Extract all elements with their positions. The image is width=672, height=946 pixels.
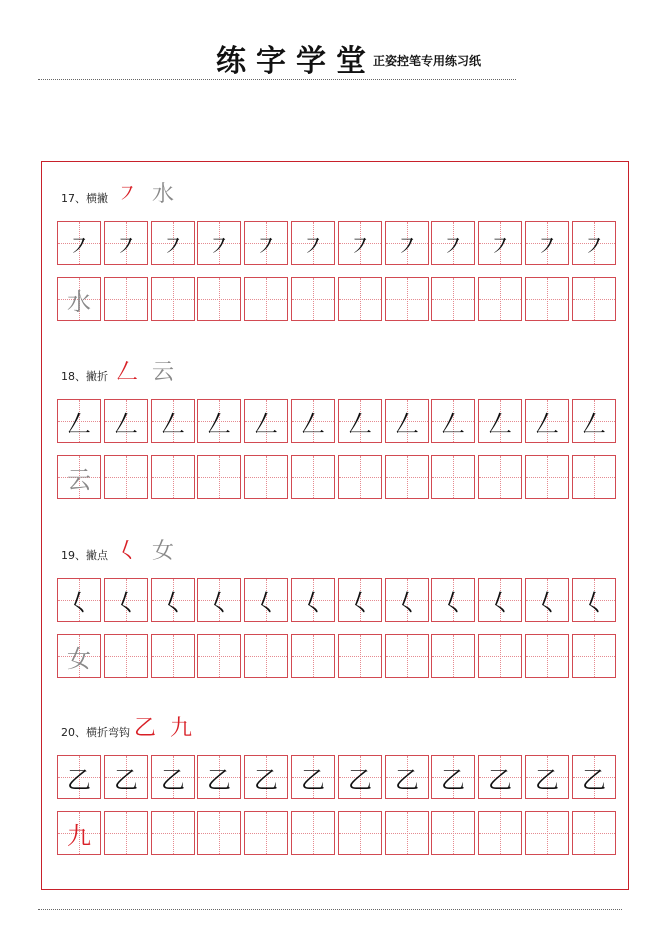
stroke-glyph: 乙 [114,765,138,794]
stroke-glyph: 𠃋 [301,409,325,438]
section-label: 20、横折弯钩 [61,726,130,739]
practice-cell[interactable] [478,277,522,321]
footer-divider [38,909,622,910]
header-divider [38,79,516,80]
practice-cell[interactable] [104,811,148,855]
practice-cell[interactable] [431,455,475,499]
practice-cell[interactable] [57,455,101,499]
practice-cell[interactable] [431,578,475,622]
practice-cell[interactable] [525,634,569,678]
stroke-glyph: ㇇ [114,231,138,260]
character-practice-row [57,277,616,322]
practice-cell[interactable] [151,221,195,265]
practice-cell[interactable] [385,277,429,321]
stroke-glyph: 𠃋 [348,409,372,438]
stroke-glyph: 𡿨 [535,588,559,617]
stroke-glyph: 乙 [161,765,185,794]
practice-cell[interactable] [291,277,335,321]
practice-cell[interactable] [338,634,382,678]
practice-cell[interactable] [57,578,101,622]
practice-cell[interactable] [478,221,522,265]
practice-cell[interactable] [431,811,475,855]
practice-cell[interactable] [244,634,288,678]
practice-cell[interactable] [197,455,241,499]
stroke-practice-row [57,578,616,623]
practice-cell[interactable] [57,811,101,855]
stroke-glyph: 乙 [67,765,91,794]
practice-cell[interactable] [104,221,148,265]
stroke-glyph: 乙 [395,765,419,794]
practice-cell[interactable] [525,455,569,499]
practice-cell[interactable] [57,399,101,443]
practice-cell[interactable] [244,755,288,799]
stroke-glyph: 𡿨 [161,588,185,617]
stroke-glyph: 𠃋 [395,409,419,438]
stroke-glyph: 𡿨 [67,588,91,617]
stroke-glyph: ㇇ [441,231,465,260]
practice-cell[interactable] [151,399,195,443]
practice-cell[interactable] [572,399,616,443]
character-practice-row [57,811,616,856]
practice-cell[interactable] [572,221,616,265]
stroke-glyph: 𡿨 [254,588,278,617]
practice-cell[interactable] [431,634,475,678]
practice-cell[interactable] [338,221,382,265]
practice-cell[interactable] [525,221,569,265]
practice-cell[interactable] [572,634,616,678]
practice-cell[interactable] [291,455,335,499]
stroke-glyph: ㇇ [67,231,91,260]
practice-cell[interactable] [338,399,382,443]
stroke-glyph: 乙 [488,765,512,794]
practice-cell[interactable] [197,755,241,799]
practice-cell[interactable] [104,578,148,622]
stroke-glyph: 乙 [301,765,325,794]
stroke-glyph: 乙 [441,765,465,794]
brand-title: 练字学堂 [216,44,376,79]
trace-character: 云 [67,465,91,494]
practice-cell[interactable] [572,811,616,855]
stroke-glyph: 𠃋 [582,409,606,438]
stroke-practice-row [57,755,616,800]
stroke-glyph: ㇇ [207,231,231,260]
stroke-practice-row [57,399,616,444]
example-character: 女 [152,539,175,564]
practice-cell[interactable] [385,455,429,499]
practice-cell[interactable] [431,277,475,321]
example-character: 云 [152,360,175,385]
practice-cell[interactable] [291,811,335,855]
section-label: 18、撇折 [61,370,108,383]
practice-cell[interactable] [431,755,475,799]
stroke-glyph: 𠃋 [254,409,278,438]
practice-cell[interactable] [291,755,335,799]
practice-cell[interactable] [244,578,288,622]
practice-cell[interactable] [244,221,288,265]
practice-cell[interactable] [151,755,195,799]
section-label: 17、横撇 [61,192,108,205]
practice-cell[interactable] [104,755,148,799]
example-character: 九 [170,716,193,741]
page-header [0,0,672,90]
practice-cell[interactable] [338,277,382,321]
stroke-sample: 𡿨 [116,539,139,564]
stroke-glyph: 𠃋 [207,409,231,438]
practice-cell[interactable] [385,221,429,265]
stroke-glyph: 𡿨 [488,588,512,617]
practice-cell[interactable] [431,221,475,265]
practice-cell[interactable] [244,399,288,443]
trace-character: 水 [67,287,91,316]
stroke-glyph: ㇇ [161,231,185,260]
practice-cell[interactable] [431,399,475,443]
practice-cell[interactable] [385,578,429,622]
practice-cell[interactable] [104,277,148,321]
stroke-glyph: ㇇ [488,231,512,260]
stroke-glyph: 𡿨 [348,588,372,617]
stroke-glyph: 乙 [254,765,278,794]
practice-cell[interactable] [478,455,522,499]
practice-cell[interactable] [525,578,569,622]
stroke-glyph: 𡿨 [114,588,138,617]
stroke-glyph: 𠃋 [535,409,559,438]
practice-cell[interactable] [57,221,101,265]
practice-cell[interactable] [57,755,101,799]
stroke-glyph: 𠃋 [67,409,91,438]
practice-cell[interactable] [572,455,616,499]
stroke-glyph: ㇇ [535,231,559,260]
practice-cell[interactable] [151,811,195,855]
practice-cell[interactable] [57,277,101,321]
stroke-glyph: 乙 [582,765,606,794]
stroke-glyph: 乙 [535,765,559,794]
stroke-sample: ㇇ [116,182,139,207]
stroke-glyph: 𡿨 [207,588,231,617]
stroke-glyph: 𠃋 [488,409,512,438]
stroke-glyph: 𡿨 [395,588,419,617]
character-practice-row [57,634,616,679]
stroke-glyph: 𡿨 [301,588,325,617]
practice-cell[interactable] [57,634,101,678]
section-label: 19、撇点 [61,549,108,562]
practice-cell[interactable] [385,634,429,678]
brand-subtitle: 正姿控笔专用练习纸 [373,54,482,68]
practice-cell[interactable] [385,811,429,855]
practice-cell[interactable] [197,811,241,855]
practice-cell[interactable] [291,634,335,678]
practice-cell[interactable] [338,455,382,499]
practice-cell[interactable] [244,811,288,855]
practice-cell[interactable] [151,634,195,678]
practice-cell[interactable] [104,399,148,443]
practice-cell[interactable] [478,811,522,855]
practice-cell[interactable] [478,399,522,443]
example-character: 水 [152,182,175,207]
practice-cell[interactable] [478,634,522,678]
practice-cell[interactable] [151,277,195,321]
trace-character: 九 [67,821,91,850]
stroke-glyph: 𠃋 [441,409,465,438]
stroke-glyph: 𠃋 [161,409,185,438]
practice-cell[interactable] [525,755,569,799]
practice-cell[interactable] [244,455,288,499]
practice-cell[interactable] [525,399,569,443]
practice-cell[interactable] [572,578,616,622]
practice-cell[interactable] [385,755,429,799]
practice-cell[interactable] [525,811,569,855]
practice-cell[interactable] [338,755,382,799]
practice-cell[interactable] [385,399,429,443]
practice-cell[interactable] [291,221,335,265]
practice-cell[interactable] [104,455,148,499]
practice-cell[interactable] [572,755,616,799]
stroke-glyph: 𡿨 [441,588,465,617]
stroke-glyph: ㇇ [582,231,606,260]
stroke-practice-row [57,221,616,266]
practice-cell[interactable] [478,755,522,799]
trace-character: 女 [67,644,91,673]
practice-cell[interactable] [478,578,522,622]
practice-cell[interactable] [291,578,335,622]
stroke-glyph: 乙 [207,765,231,794]
practice-cell[interactable] [338,578,382,622]
practice-cell[interactable] [151,455,195,499]
stroke-sample: 乙 [134,716,157,741]
stroke-glyph: 乙 [348,765,372,794]
practice-cell[interactable] [104,634,148,678]
stroke-glyph: 𡿨 [582,588,606,617]
practice-cell[interactable] [197,634,241,678]
stroke-glyph: ㇇ [395,231,419,260]
practice-cell[interactable] [197,578,241,622]
stroke-glyph: 𠃋 [114,409,138,438]
character-practice-row [57,455,616,500]
practice-cell[interactable] [151,578,195,622]
practice-cell[interactable] [197,221,241,265]
practice-cell[interactable] [525,277,569,321]
practice-cell[interactable] [244,277,288,321]
stroke-glyph: ㇇ [254,231,278,260]
stroke-sample: 𠃋 [116,360,139,385]
practice-cell[interactable] [197,399,241,443]
stroke-glyph: ㇇ [301,231,325,260]
practice-cell[interactable] [338,811,382,855]
stroke-glyph: ㇇ [348,231,372,260]
practice-cell[interactable] [572,277,616,321]
practice-cell[interactable] [291,399,335,443]
practice-cell[interactable] [197,277,241,321]
